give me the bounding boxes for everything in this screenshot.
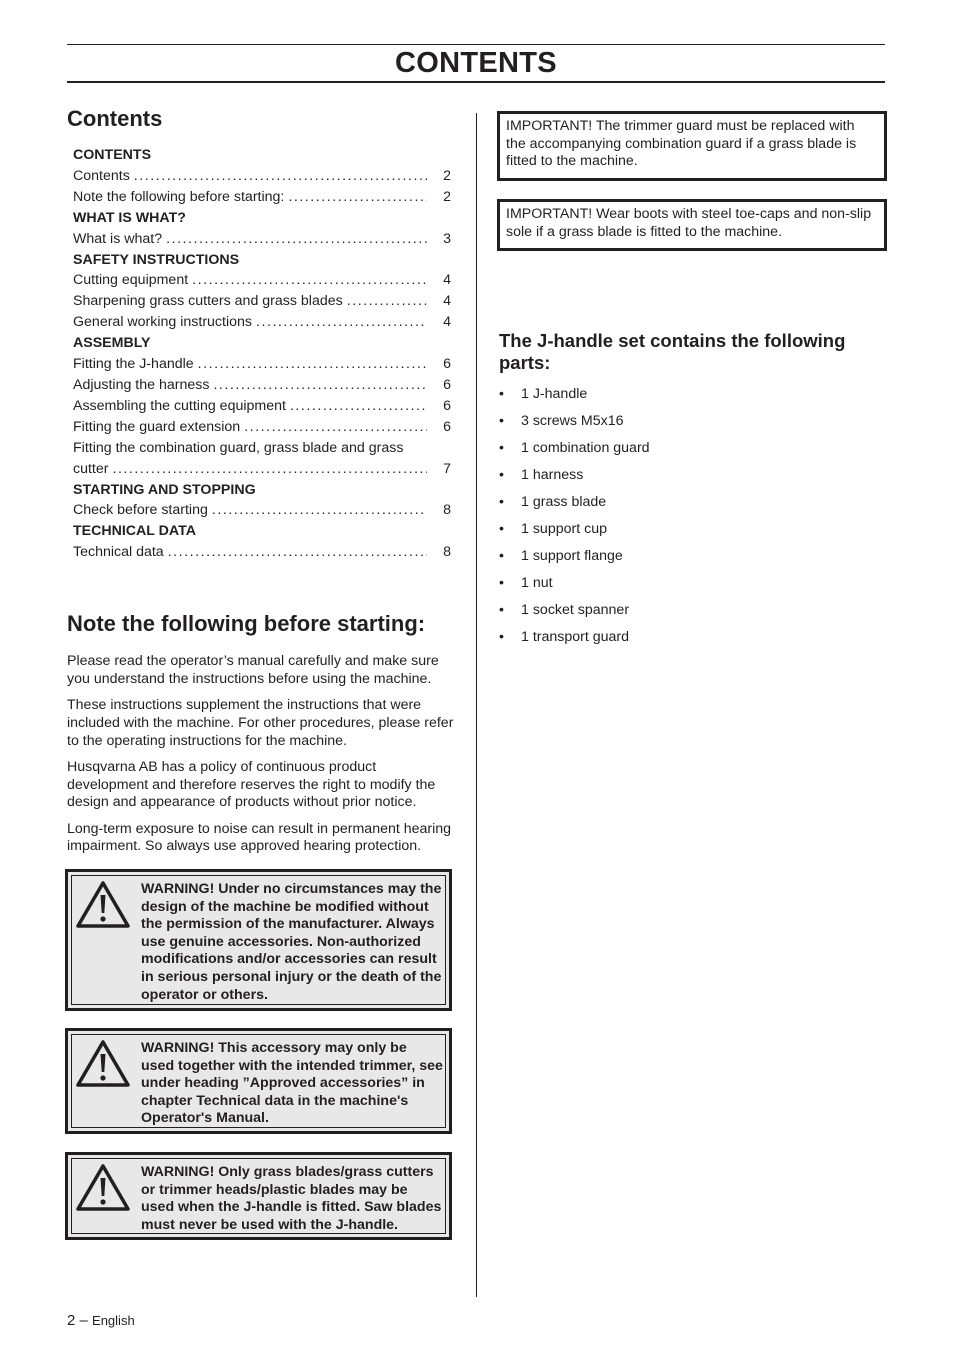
left-column	[67, 105, 455, 856]
toc-page-number: 4	[443, 293, 451, 310]
bullet-icon: •	[499, 629, 504, 645]
warning-triangle-icon	[75, 1163, 131, 1213]
jhandle-heading: The J-handle set contains the following parts:	[499, 330, 846, 373]
parts-list-item	[499, 493, 885, 520]
parts-list-item	[499, 439, 885, 466]
toc-entry-label: Fitting the guard extension	[73, 418, 241, 435]
toc-leader-dots	[134, 166, 427, 187]
page-footer	[67, 1311, 135, 1331]
parts-list-item	[499, 520, 885, 547]
toc-entry-label: Cutting equipment	[73, 272, 189, 289]
toc-leader-dots	[112, 459, 427, 480]
parts-list-item	[499, 466, 885, 493]
part-label: 1 J-handle	[521, 386, 588, 402]
toc-leader-dots	[244, 417, 427, 438]
bullet-icon: •	[499, 521, 504, 537]
important-box: IMPORTANT! Wear boots with steel toe-caps and non-slip sole if a grass blade is fitted to the machine.	[497, 199, 887, 251]
warning-box	[65, 1028, 452, 1134]
toc-leader-dots	[347, 291, 427, 312]
parts-list-item	[499, 601, 885, 628]
toc-leader-dots	[256, 312, 427, 333]
warning-text: WARNING! Under no circumstances may the design of the machine be modified without the permission of the manufacturer. Always use genuine accessories. Non-authorized modifications and/or accessories can result in serious personal injury or the death of the operator or others.	[141, 881, 442, 1003]
toc-entry-label: Adjusting the harness	[73, 376, 210, 393]
toc-page-number: 8	[443, 502, 451, 519]
toc-entry[interactable]	[73, 312, 451, 333]
toc-entry-label: Sharpening grass cutters and grass blades	[73, 293, 343, 310]
part-label: 1 combination guard	[521, 440, 650, 456]
toc-entry[interactable]	[73, 229, 451, 250]
note-heading: Note the following before starting:	[67, 611, 426, 637]
toc-section-heading: SAFETY INSTRUCTIONS	[73, 251, 240, 268]
note-paragraph: Please read the operator’s manual carefully and make sure you understand the instructions before using the machine.	[67, 653, 439, 687]
toc-page-number: 6	[443, 397, 451, 414]
toc-entry[interactable]	[73, 542, 451, 563]
bullet-icon: •	[499, 548, 504, 564]
warning-triangle-icon	[75, 880, 131, 930]
toc-entry-label: Contents	[73, 167, 130, 184]
toc-entry-label: Technical data	[73, 544, 164, 561]
toc-page-number: 4	[443, 272, 451, 289]
toc-entry[interactable]	[73, 291, 451, 312]
note-paragraph: Long-term exposure to noise can result in permanent hearing impairment. So always use approved hearing protection.	[67, 820, 452, 855]
note-paragraph: These instructions supplement the instructions that were included with the machine. For other procedures, please refer to the operating instructions for the machine.	[67, 697, 454, 749]
bullet-icon: •	[499, 440, 504, 456]
toc-leader-dots	[288, 187, 427, 208]
warning-triangle-icon	[75, 1039, 131, 1089]
parts-list-item	[499, 412, 885, 439]
parts-list-item	[499, 385, 885, 412]
toc-page-number: 8	[443, 544, 451, 561]
footer-language: English	[92, 1313, 135, 1328]
toc-entry[interactable]	[73, 166, 451, 187]
toc-section-heading: CONTENTS	[73, 147, 152, 163]
parts-list	[499, 385, 885, 655]
toc-entry-label: What is what?	[73, 230, 163, 247]
toc-entry-label: Check before starting	[73, 502, 208, 519]
toc-page-number: 2	[443, 167, 451, 184]
toc-entry[interactable]	[73, 187, 451, 208]
toc-entry-label: General working instructions	[73, 314, 252, 331]
note-paragraph: Husqvarna AB has a policy of continuous product development and therefore reserves the right to modify the design and appearance of products without prior notice.	[67, 759, 436, 811]
toc-entry-label: Assembling the cutting equipment	[73, 397, 286, 414]
toc-page-number: 4	[443, 314, 451, 331]
toc-leader-dots	[212, 500, 427, 521]
toc-entry[interactable]	[73, 354, 451, 375]
toc-entry[interactable]	[73, 500, 451, 521]
parts-list-item	[499, 574, 885, 601]
toc-leader-dots	[213, 375, 427, 396]
toc-leader-dots	[192, 270, 427, 291]
warning-text: WARNING! Only grass blades/grass cutters or trimmer heads/plastic blades may be used when the J-handle is fitted. Saw blades must never be used with the J-handle.	[141, 1164, 442, 1233]
toc-section-heading: WHAT IS WHAT?	[73, 209, 186, 226]
toc-leader-dots	[166, 229, 427, 250]
parts-list-item	[499, 547, 885, 574]
toc-entry-label-continued: cutter	[73, 460, 109, 477]
toc-page-number: 3	[443, 230, 451, 247]
toc-entry[interactable]	[73, 375, 451, 396]
part-label: 1 nut	[521, 575, 553, 591]
toc-leader-dots	[168, 542, 427, 563]
part-label: 1 grass blade	[521, 494, 607, 510]
toc-heading: Contents	[67, 106, 163, 131]
toc-section-heading: TECHNICAL DATA	[73, 523, 196, 540]
toc-entry-label: Note the following before starting:	[73, 188, 285, 205]
toc-section-heading: STARTING AND STOPPING	[73, 481, 256, 498]
bullet-icon: •	[499, 413, 504, 429]
column-divider	[476, 113, 477, 1297]
bullet-icon: •	[499, 602, 504, 618]
part-label: 1 harness	[521, 467, 584, 483]
toc-page-number: 6	[443, 356, 451, 373]
bullet-icon: •	[499, 386, 504, 402]
page-title: CONTENTS	[395, 47, 557, 79]
toc-section-heading: ASSEMBLY	[73, 335, 151, 352]
title-rule-bottom	[67, 81, 885, 83]
part-label: 1 socket spanner	[521, 602, 630, 618]
warning-text: WARNING! This accessory may only be used together with the intended trimmer, see under heading ”Approved accessories” in chapter Technical data in the machine's Operator's Manual.	[141, 1040, 443, 1127]
toc-leader-dots	[198, 354, 427, 375]
toc-page-number: 6	[443, 376, 451, 393]
part-label: 1 support flange	[521, 548, 623, 564]
toc-entry[interactable]	[73, 417, 451, 438]
toc-entry[interactable]	[73, 438, 451, 480]
part-label: 3 screws M5x16	[521, 413, 624, 429]
bullet-icon: •	[499, 494, 504, 510]
parts-list-item	[499, 628, 885, 655]
toc-page-number: 7	[443, 460, 451, 477]
toc-entry[interactable]	[73, 270, 451, 291]
bullet-icon: •	[499, 467, 504, 483]
part-label: 1 support cup	[521, 521, 607, 537]
toc-entry-label: Fitting the combination guard, grass blade and grass	[73, 439, 404, 456]
important-box: IMPORTANT! The trimmer guard must be replaced with the accompanying combination guard if a grass blade is fitted to the machine.	[497, 111, 887, 181]
bullet-icon: •	[499, 575, 504, 591]
part-label: 1 transport guard	[521, 629, 630, 645]
toc-page-number: 2	[443, 188, 451, 205]
toc-page-number: 6	[443, 418, 451, 435]
table-of-contents	[73, 145, 451, 563]
page-number: 2 –	[67, 1312, 88, 1329]
toc-entry[interactable]	[73, 396, 451, 417]
warning-box	[65, 1152, 452, 1240]
warning-box	[65, 869, 452, 1011]
toc-leader-dots	[290, 396, 427, 417]
toc-entry-label: Fitting the J-handle	[73, 356, 194, 373]
